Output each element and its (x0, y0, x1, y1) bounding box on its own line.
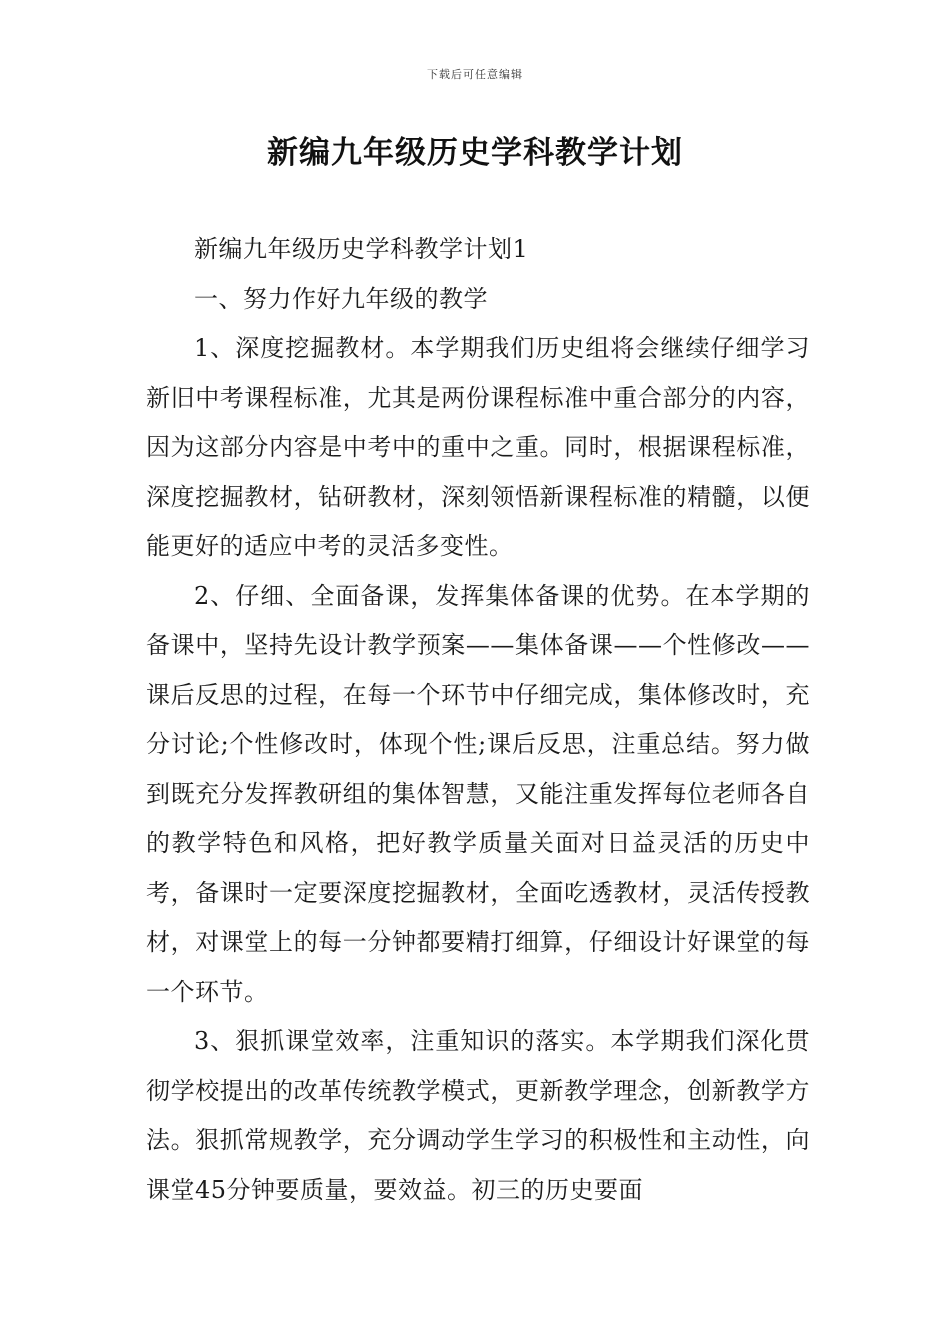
body-paragraph: 2、仔细、全面备课，发挥集体备课的优势。在本学期的备课中，坚持先设计教学预案——集体备课——个性修改——课后反思的过程，在每一个环节中仔细完成，集体修改时，充分讨论;个性修改时，体现个性;课后反思，注重总结。努力做到既充分发挥教研组的集体智慧，又能注重发挥每位老师各自的教学特色和风格，把好教学质量关面对日益灵活的历史中考，备课时一定要深度挖掘教材，全面吃透教材，灵活传授教材，对课堂上的每一分钟都要精打细算，仔细设计好课堂的每一个环节。 (146, 581, 810, 1006)
body-paragraph: 3、狠抓课堂效率，注重知识的落实。本学期我们深化贯彻学校提出的改革传统教学模式，更新教学理念，创新教学方法。狠抓常规教学，充分调动学生学习的积极性和主动性，向课堂45分钟要质量，要效益。初三的历史要面 (146, 1027, 810, 1204)
section-heading: 一、努力作好九年级的教学 (194, 284, 488, 313)
header-note: 下载后可任意编辑 (427, 68, 523, 81)
document-body (146, 225, 810, 1215)
section-subtitle: 新编九年级历史学科教学计划1 (194, 235, 529, 263)
body-paragraph: 1、深度挖掘教材。本学期我们历史组将会继续仔细学习新旧中考课程标准，尤其是两份课程标准中重合部分的内容，因为这部分内容是中考中的重中之重。同时，根据课程标准，深度挖掘教材，钻研教材，深刻领悟新课程标准的精髓，以便能更好的适应中考的灵活多变性。 (146, 334, 810, 560)
document-title: 新编九年级历史学科教学计划 (267, 135, 683, 171)
